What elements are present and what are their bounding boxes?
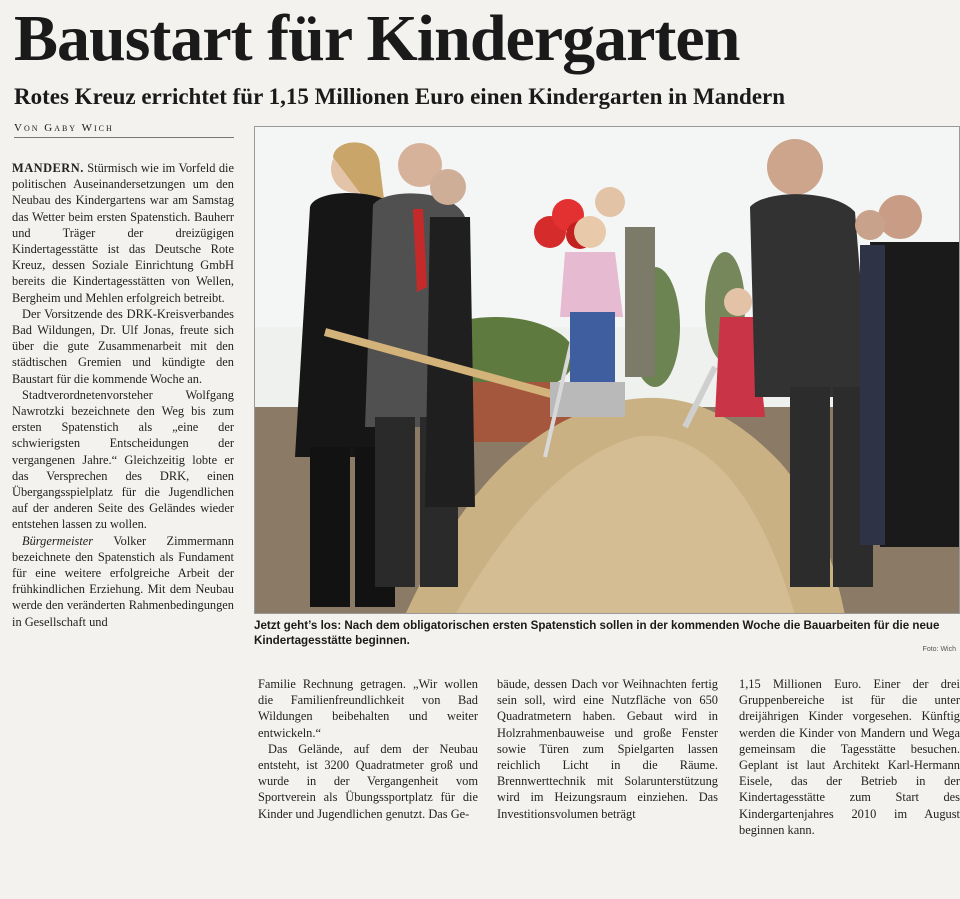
headline: Baustart für Kindergarten xyxy=(14,2,740,75)
photo-credit: Foto: Wich xyxy=(922,646,956,653)
subheadline: Rotes Kreuz errichtet für 1,15 Millionen Euro einen Kindergarten in Mandern xyxy=(14,84,786,109)
paragraph-4: Bürgermeister Volker Zimmermann bezeichnete den Spatenstich als Fundament für eine weitere erfolgreiche Arbeit der frühkindlichen Erziehung. Mit dem Neubau werde den veränderten Rahmenbedingungen in Gesellschaft und xyxy=(12,533,234,629)
paragraph-2: Der Vorsitzende des DRK-Kreisverbandes Bad Wildungen, Dr. Ulf Jonas, freute sich über die gute Zusammenarbeit mit den städtischen Gremien und kündigte den Baustart für die kommende Woche an. xyxy=(12,306,234,386)
article-column-3 xyxy=(497,676,718,891)
paragraph-col2-a: Familie Rechnung getragen. „Wir wollen die Familienfreundlichkeit von Bad Wildungen beibehalten und weiter entwickeln.“ xyxy=(258,677,478,740)
article-photo xyxy=(254,126,960,614)
paragraph-col3: bäude, dessen Dach vor Weihnachten fertig sein soll, wird eine Nutzfläche von 650 Quadratmetern haben. Gebaut wird in Holzrahmenbauweise und große Fenster sowie Türen zum Spielgarten lassen reichlich Licht in die Räume. Brennwerttechnik mit Solarunterstützung wird im Heizungsraum einziehen. Das Investitionsvolumen beträgt xyxy=(497,677,718,821)
byline: Von Gaby Wich xyxy=(14,121,234,138)
paragraph-col2-b: Das Gelände, auf dem der Neubau entsteht, ist 3200 Quadratmeter groß und wurde in der Vergangenheit vom Sportverein als Übungssportplatz für die Kinder und Jugendlichen genutzt. Das Ge- xyxy=(258,741,478,821)
article-column-1 xyxy=(12,160,234,890)
article-column-2 xyxy=(258,676,478,891)
photo-caption: Jetzt geht’s los: Nach dem obligatorischen ersten Spatenstich sollen in der kommenden Woche die Bauarbeiten für die neue Kindertagesstätte beginnen. xyxy=(254,619,940,647)
paragraph-1: MANDERN. Stürmisch wie im Vorfeld die politischen Auseinandersetzungen um den Neubau des Kindergartens war am Samstag das Wetter beim ersten Spatenstich. Bauherr und Träger der dreizügigen Kindertagesstätte ist das Deutsche Rote Kreuz, dessen Soziale Einrichtung GmbH bereits die Kindertagesstätten von Wellen, Bergheim und Mehlen erfolgreich betreibt. xyxy=(12,161,234,305)
paragraph-col4: 1,15 Millionen Euro. Einer der drei Gruppenbereiche ist für die unter dreijährigen Kinder vorgesehen. Künftig werden die Kinder von Mandern und Wega gemeinsam die Tagesstätte besuchen. Geplant ist laut Architekt Karl-Hermann Eisele, das der Betrieb in der Kindertagesstätte zum Start des Kindergartenjahres 2010 im August beginnen kann. xyxy=(739,677,960,837)
dateline: MANDERN. xyxy=(12,161,84,175)
paragraph-3: Stadtverordnetenvorsteher Wolfgang Nawrotzki bezeichnete den Weg bis zum ersten Spatenstich als „eine der schwierigsten Entscheidungen der vergangenen Jahre.“ Gleichzeitig lobte er das Versprechen des DRK, einen Übergangsspielplatz für die Jugendlichen auf der anderen Seite des Geländes wieder entstehen lassen zu wollen. xyxy=(12,387,234,532)
groundbreaking-photo xyxy=(255,127,960,614)
article-column-4 xyxy=(739,676,960,891)
